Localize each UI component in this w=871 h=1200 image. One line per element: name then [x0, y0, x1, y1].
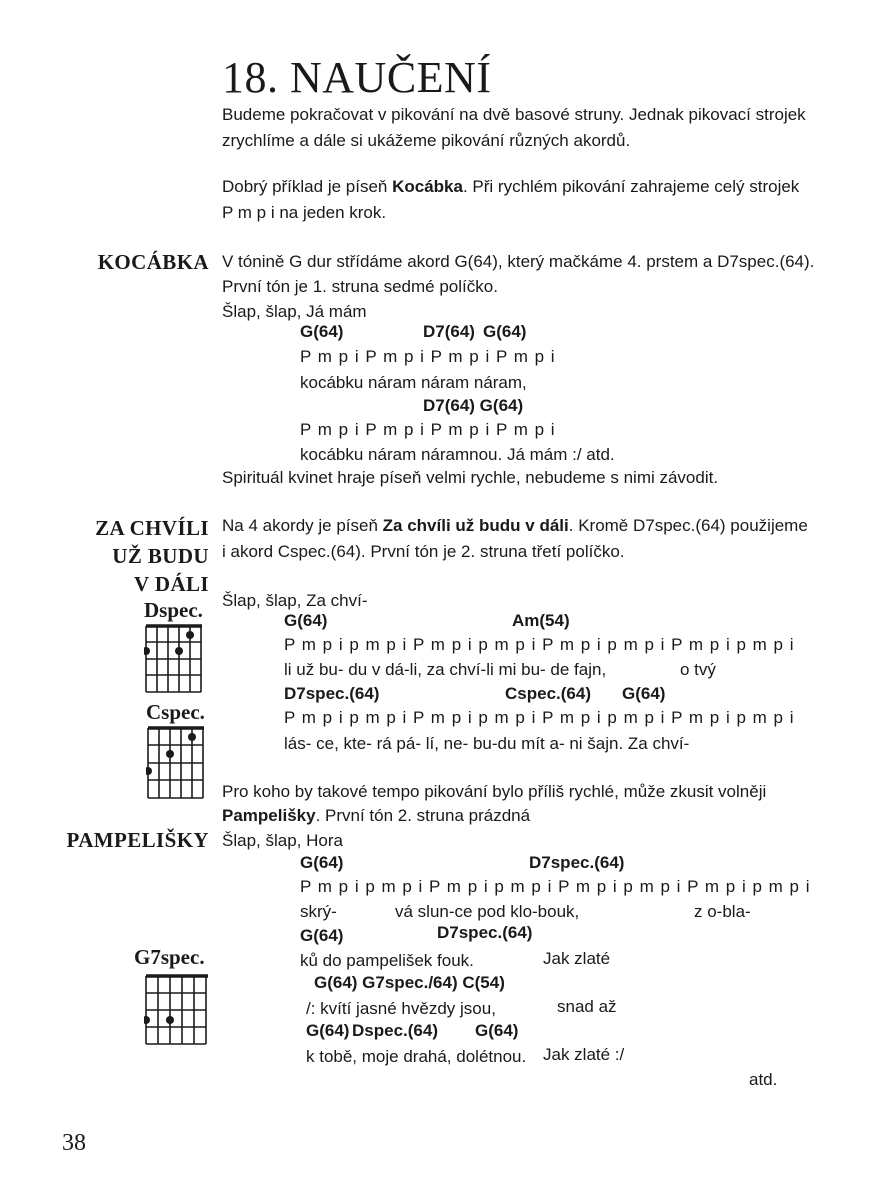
chord-label: G(64)	[306, 1021, 350, 1040]
chord-label: G(64)	[300, 926, 344, 945]
kocabka-line-1: V tónině G dur střídáme akord G(64), který mačkáme 4. prstem a D7spec.(64).	[222, 252, 815, 271]
chord-diagram-g7spec	[144, 972, 210, 1046]
chord-label: G(64)	[284, 611, 328, 630]
chord-diagram-label-g7spec: G7spec.	[134, 945, 205, 969]
zachvili-line-3: Šlap, šlap, Za chví-	[222, 591, 368, 610]
pampelisky-line-1: Šlap, šlap, Hora	[222, 831, 343, 850]
atd-text: atd.	[749, 1070, 778, 1089]
chord-label: D7spec.(64)	[284, 684, 380, 703]
chord-label: G(64)	[622, 684, 666, 703]
lyrics-line: li už bu- du v dá-li, za chví-li mi bu- de fajn,	[284, 660, 607, 679]
lyrics-line: o tvý	[680, 660, 716, 679]
chord-label: Dspec.(64)	[352, 1021, 438, 1040]
chord-diagram-cspec	[146, 724, 206, 800]
chord-label: G(64)	[300, 322, 344, 341]
picking-pattern: P m p i P m p i P m p i P m p i	[300, 347, 556, 366]
chord-label: G(64)	[300, 853, 344, 872]
zachvili-line-1: Na 4 akordy je píseň Za chvíli už budu v dáli. Kromě D7spec.(64) použijeme	[222, 516, 808, 535]
chord-label: D7spec.(64)	[437, 923, 533, 942]
picking-pattern: P m p i p m p i P m p i p m p i P m p i p m p i P m p i p m p i	[300, 877, 811, 896]
kocabka-line-3: Šlap, šlap, Já mám	[222, 302, 367, 321]
chord-label: Cspec.(64)	[505, 684, 591, 703]
lyrics-line: vá slun-ce pod klo-bouk,	[395, 902, 580, 921]
chord-diagram-label-dspec: Dspec.	[144, 598, 203, 622]
lyrics-line: lás- ce, kte- rá pá- lí, ne- bu-du mít a- ni šajn. Za chví-	[284, 734, 690, 753]
lyrics-line: ků do pampelišek fouk.	[300, 951, 474, 970]
chord-label: D7(64) G(64)	[423, 396, 524, 415]
section-heading-pampelisky: PAMPELIŠKY	[66, 828, 209, 852]
lyrics-line: z o-bla-	[694, 902, 751, 921]
intro-line-3: Dobrý příklad je píseň Kocábka. Při rychlém pikování zahrajeme celý strojek	[222, 177, 800, 196]
section-heading-zachvili-2: UŽ BUDU	[112, 544, 209, 568]
chord-label: G(64) G7spec./64) C(54)	[314, 973, 505, 992]
page-title: 18. NAUČENÍ	[222, 53, 492, 102]
section-heading-kocabka: KOCÁBKA	[97, 250, 209, 274]
zachvili-outro-2: Pampelišky. První tón 2. struna prázdná	[222, 806, 531, 825]
lyrics-line: kocábku náram náram náram,	[300, 373, 527, 392]
lyrics-line: /: kvítí jasné hvězdy jsou,	[306, 999, 496, 1018]
chord-label: Am(54)	[512, 611, 570, 630]
kocabka-outro: Spirituál kvinet hraje píseň velmi rychle, nebudeme s nimi závodit.	[222, 468, 719, 487]
chord-label: G(64)	[483, 322, 527, 341]
lyrics-line: skrý-	[300, 902, 337, 921]
lyrics-line: k tobě, moje drahá, dolétnou.	[306, 1047, 527, 1066]
picking-pattern: P m p i p m p i P m p i p m p i P m p i p m p i P m p i p m p i	[284, 708, 795, 727]
chord-label: D7spec.(64)	[529, 853, 625, 872]
intro-line-4: P m p i na jeden krok.	[222, 203, 387, 222]
picking-pattern: P m p i P m p i P m p i P m p i	[300, 420, 556, 439]
lyrics-line: kocábku náram náramnou. Já mám :/ atd.	[300, 445, 615, 464]
lyrics-line: Jak zlaté :/	[543, 1045, 625, 1064]
kocabka-line-2: První tón je 1. struna sedmé políčko.	[222, 277, 498, 296]
chord-diagram-label-cspec: Cspec.	[146, 700, 205, 724]
lyrics-line: Jak zlaté	[543, 949, 611, 968]
section-heading-zachvili-3: V DÁLI	[134, 572, 209, 596]
page-number: 38	[62, 1130, 86, 1156]
picking-pattern: P m p i p m p i P m p i p m p i P m p i p m p i P m p i p m p i	[284, 635, 795, 654]
zachvili-line-2: i akord Cspec.(64). První tón je 2. struna třetí políčko.	[222, 542, 625, 561]
chord-diagram-dspec	[144, 622, 204, 694]
section-heading-zachvili-1: ZA CHVÍLI	[95, 516, 209, 540]
chord-label: D7(64)	[423, 322, 475, 341]
intro-line-2: zrychlíme a dále si ukážeme pikování různých akordů.	[222, 131, 631, 150]
intro-line-1: Budeme pokračovat v pikování na dvě basové struny. Jednak pikovací strojek	[222, 105, 806, 124]
lyrics-line: snad až	[557, 997, 617, 1016]
chord-label: G(64)	[475, 1021, 519, 1040]
zachvili-outro-1: Pro koho by takové tempo pikování bylo příliš rychlé, může zkusit volněji	[222, 782, 767, 801]
